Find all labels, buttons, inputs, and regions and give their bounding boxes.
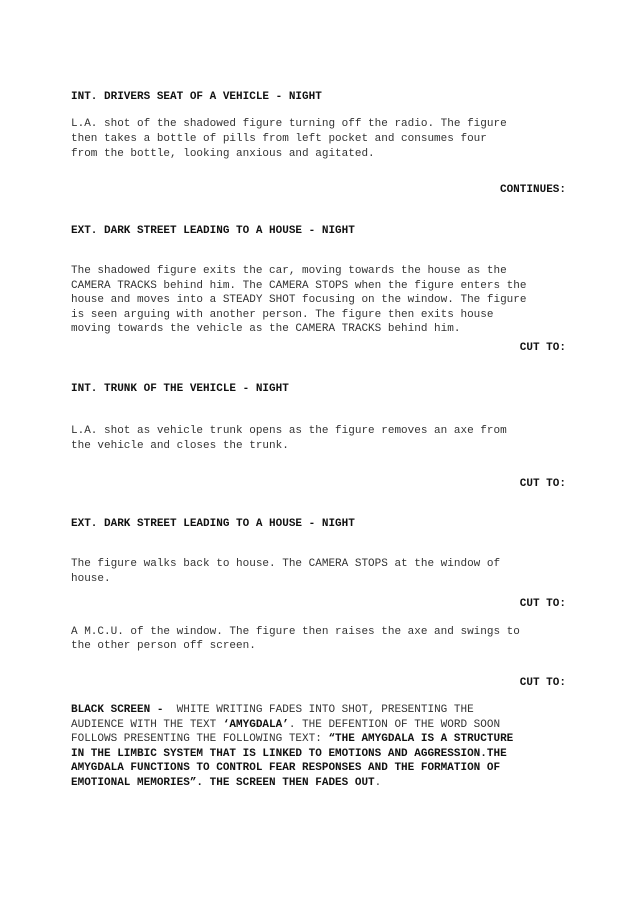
- action-line: the vehicle and closes the trunk.: [71, 440, 289, 452]
- action-line: CAMERA TRACKS behind him. The CAMERA STOPS when the figure enters the: [71, 280, 527, 292]
- action-line: A M.C.U. of the window. The figure then raises the axe and swings to: [71, 626, 520, 638]
- definition-text: EMOTIONAL MEMORIES”. THE SCREEN THEN FADES OUT: [71, 777, 375, 789]
- action-line: L.A. shot as vehicle trunk opens as the figure removes an axe from: [71, 425, 507, 437]
- definition-text: AMYGDALA FUNCTIONS TO CONTROL FEAR RESPONSES AND THE FORMATION OF: [71, 762, 501, 774]
- final-line: [71, 703, 474, 718]
- action-line: The figure walks back to house. The CAMERA STOPS at the window of: [71, 558, 501, 570]
- scene-heading: INT. DRIVERS SEAT OF A VEHICLE - NIGHT: [71, 91, 322, 103]
- amygdala-word: ‘AMYGDALA’: [222, 719, 289, 731]
- action-line: the other person off screen.: [71, 640, 256, 652]
- transition: CONTINUES:: [499, 184, 566, 196]
- black-screen-label: BLACK SCREEN -: [71, 704, 171, 716]
- action-line: The shadowed figure exits the car, moving towards the house as the: [71, 265, 507, 277]
- scene-heading: EXT. DARK STREET LEADING TO A HOUSE - NIGHT: [71, 225, 355, 237]
- scene-heading: INT. TRUNK OF THE VEHICLE - NIGHT: [71, 383, 289, 395]
- final-text: WHITE WRITING FADES INTO SHOT, PRESENTING THE: [170, 704, 474, 716]
- scene-heading: EXT. DARK STREET LEADING TO A HOUSE - NIGHT: [71, 518, 355, 530]
- transition: CUT TO:: [519, 478, 566, 490]
- final-text: FOLLOWS PRESENTING THE FOLLOWING TEXT:: [71, 733, 329, 745]
- final-line: [71, 776, 381, 791]
- action-line: house and moves into a STEADY SHOT focusing on the window. The figure: [71, 294, 527, 306]
- final-text: AUDIENCE WITH THE TEXT: [71, 719, 223, 731]
- final-line: [71, 732, 513, 747]
- action-line: from the bottle, looking anxious and agitated.: [71, 148, 375, 160]
- transition: CUT TO:: [519, 598, 566, 610]
- transition: CUT TO:: [519, 342, 566, 354]
- action-line: house.: [71, 573, 111, 585]
- transition: CUT TO:: [519, 677, 566, 689]
- final-line: [71, 718, 500, 733]
- action-line: moving towards the vehicle as the CAMERA TRACKS behind him.: [71, 323, 461, 335]
- definition-text: IN THE LIMBIC SYSTEM THAT IS LINKED TO EMOTIONS AND AGGRESSION.THE: [71, 748, 507, 760]
- action-line: L.A. shot of the shadowed figure turning off the radio. The figure: [71, 118, 507, 130]
- definition-text: “THE AMYGDALA IS A STRUCTURE: [328, 733, 514, 745]
- final-text: .: [374, 777, 382, 789]
- action-line: is seen arguing with another person. The figure then exits house: [71, 309, 494, 321]
- final-text: . THE DEFENTION OF THE WORD SOON: [288, 719, 501, 731]
- action-line: then takes a bottle of pills from left pocket and consumes four: [71, 133, 487, 145]
